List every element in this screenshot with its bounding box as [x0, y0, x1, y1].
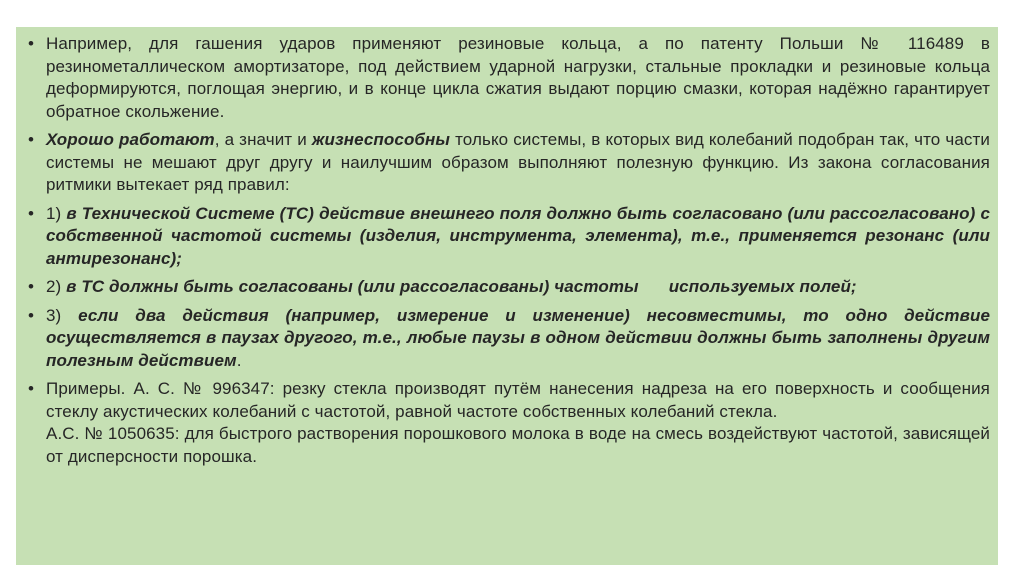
bullet-item-examples [28, 378, 990, 468]
rule-text: если два действия (например, измерение и изменение) несовместимы, то одно действие осуществляется в паузах другого, т.е., любые паузы в одном действии должны быть заполнены другим полезным действием [46, 305, 990, 370]
emphasis-viable: жизнеспособны [311, 130, 451, 149]
bullet-text: , а значит и [214, 130, 312, 149]
slide-panel [16, 27, 998, 565]
bullet-item-damping-example [28, 33, 990, 123]
bullet-item-rule-1 [28, 203, 990, 271]
rule-text-cont: используемых полей; [668, 277, 857, 296]
emphasis-works-well: Хорошо работают [46, 130, 215, 149]
rule-number: 1) [46, 203, 67, 223]
example-glass-cutting: • Примеры. А. С. № 996347: резку стекла производят путём нанесения надреза на его поверхность и сообщения стеклу акустических колебаний с частотой, равной частоте собственных колебаний стекла. [46, 379, 990, 421]
bullet-list [28, 33, 990, 474]
rule-text: в ТС должны быть согласованы (или рассогласованы) частоты [66, 277, 639, 296]
bullet-item-rule-2 [28, 276, 990, 299]
example-milk-dissolving: А.С. № 1050635: для быстрого растворения порошкового молока в воде на смесь воздействуют частотой, зависящей от дисперсности порошка. [46, 424, 990, 466]
rule-tail: . [236, 350, 242, 370]
rule-number: 3) [46, 305, 79, 325]
bullet-item-vibration-principle [28, 129, 990, 197]
rule-number: 2) [46, 277, 67, 296]
rule-text: в Технической Системе (ТС) действие внешнего поля должно быть согласовано (или рассогласовано) с собственной частотой системы (изделия, инструмента, элемента), т.е., применяется резонанс (или антирезонанс); [46, 203, 991, 268]
bullet-text: Например, для гашения ударов применяют резиновые кольца, а по патенту Польши № 116489 в резинометаллическом амортизаторе, под действием ударной нагрузки, стальные прокладки и резиновые кольца деформируются, поглощая энергию, и в конце цикла сжатия выдают порцию смазки, которая надёжно гарантирует обратное скольжение. [46, 34, 990, 121]
bullet-text: только системы, в которых вид колебаний подобран так, что части системы не мешают друг другу и наилучшим образом выполняют полезную функцию. Из закона согласования ритмики вытекает ряд правил: [46, 130, 990, 194]
bullet-item-rule-3 [28, 305, 990, 373]
